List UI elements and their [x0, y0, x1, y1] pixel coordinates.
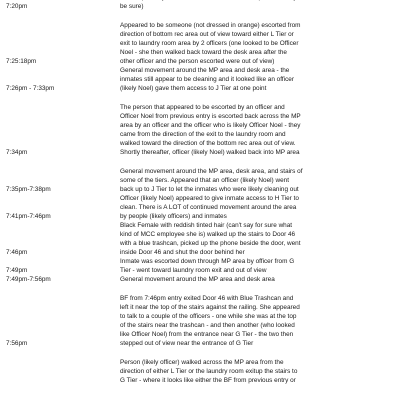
entry-description: Shortly thereafter, officer (likely Noel) walked back into MP area	[120, 149, 300, 156]
log-entry	[0, 294, 400, 348]
log-entry	[0, 221, 400, 257]
entry-time: 7:41pm-7:46pm	[6, 213, 51, 220]
entry-time: 7:25:18pm	[6, 58, 37, 65]
log-entry	[0, 66, 400, 93]
entry-time: 7:34pm	[6, 149, 28, 156]
log-entry	[0, 275, 400, 284]
entry-time: 7:49pm	[6, 267, 28, 274]
entry-description: General movement around the MP area and desk area	[120, 276, 275, 283]
log-entry	[0, 148, 400, 157]
entry-description: Inmate was escorted down through MP area by officer from G Tier - went toward laundry room exit and out of view	[120, 258, 295, 274]
entry-description: General movement around the MP area and desk area - the inmates still appear to be cleaning and it looked like an officer (likely Noel) gave them access to J Tier at one point	[120, 67, 294, 92]
entry-time: 7:35pm-7:38pm	[6, 186, 51, 193]
entry-description: BF from 7:46pm entry exited Door 46 with Blue Trashcan and left it near the top of the stairs against the railing. She appeared to talk to a couple of the officers - one while she was at the top of the stairs near the trashcan - and then another (who looked like Officer Noel) from the entrance near G Tier - the two then stepped out of view near the entrance of G Tier	[120, 295, 300, 347]
entry-description: Black Female with reddish tinted hair (can't say for sure what kind of MCC employee she is) walked up the stairs to Door 46 with a blue trashcan, picked up the phone beside the door, went inside Door 46 and shut the door behind her	[120, 222, 301, 256]
entry-description: The person that appeared to be escorted by an officer and Officer Noel from previous entry is escorted back across the MP area by an officer and the officer who is likely Officer Noel - they came from the direction of the exit to the laundry room and walked toward the direction of the bottom rec area out of view.	[120, 104, 301, 147]
entry-description: Appeared to be someone (not dressed in orange) escorted from direction of bottom rec area out of view toward either L Tier or exit to laundry room area by 2 officers (one looked to be Officer Noel - she then walked back toward the desk area after the other officer and the person escorted were out of view)	[120, 22, 301, 65]
entry-time: 7:26pm - 7:33pm	[6, 85, 55, 92]
entry-description: Person (likely officer) walked across the MP area from the direction of either L Tier or the laundry room exitup the stairs to G Tier - where it looks like either the BF from previous entry or	[120, 359, 298, 384]
log-entry	[0, 257, 400, 275]
entry-time: 7:49pm-7:56pm	[6, 276, 51, 283]
log-entry	[0, 167, 400, 194]
entry-time: 7:20pm	[6, 3, 28, 10]
log-entry	[0, 0, 400, 11]
entry-time: 7:46pm	[6, 249, 28, 256]
log-entry	[0, 103, 400, 148]
entry-description: General movement around the MP area, desk area, and stairs of some of the tiers. Appeared that an officer (likely Noel) went back up to J Tier to let the inmates who were likely cleaning out	[120, 168, 303, 193]
entry-description: be sure)	[120, 3, 144, 10]
log-entry	[0, 358, 400, 385]
log-entry	[0, 21, 400, 66]
entry-description: Officer (likely Noel) appeared to give inmate access to H Tier to clean. There is A LOT of continued movement around the area by people (likely officers) and inmates	[120, 195, 299, 220]
log-entry	[0, 194, 400, 221]
entry-time: 7:56pm	[6, 340, 28, 347]
